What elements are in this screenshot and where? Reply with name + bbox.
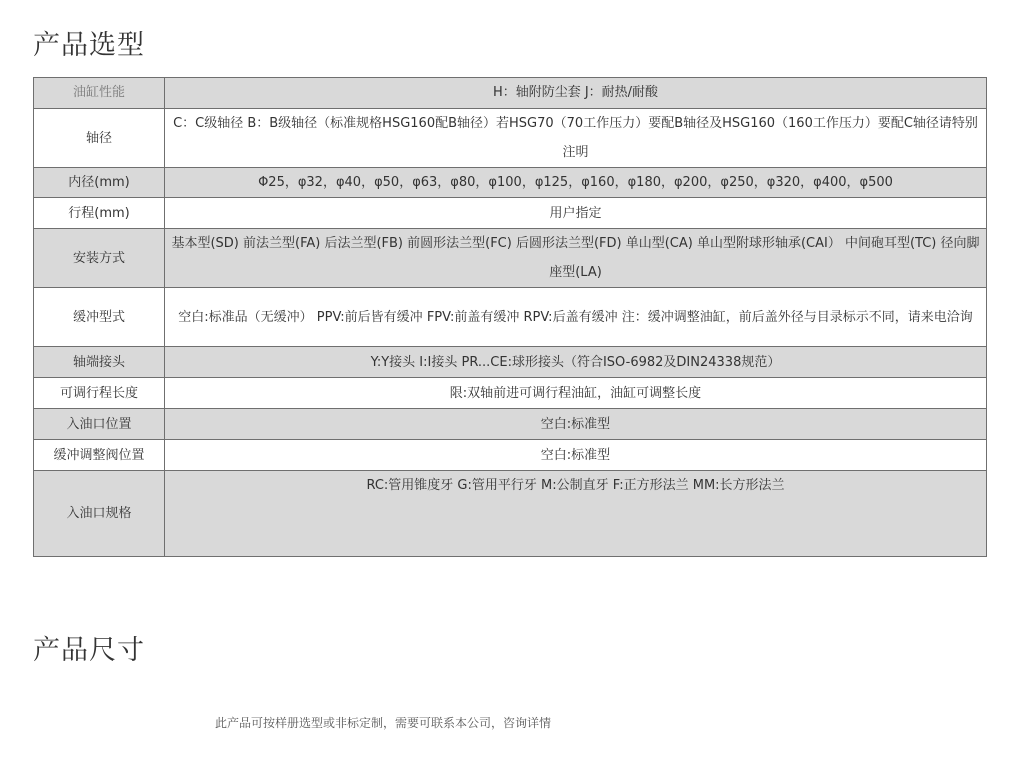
table-row: [34, 288, 987, 347]
row-value: 限:双轴前进可调行程油缸，油缸可调整长度: [165, 378, 987, 409]
row-label: 缓冲型式: [34, 288, 165, 347]
row-label: 可调行程长度: [34, 378, 165, 409]
row-value: 用户指定: [165, 198, 987, 229]
row-value: 空白:标准型: [165, 440, 987, 471]
table-row: [34, 229, 987, 288]
table-row: [34, 198, 987, 229]
row-label: 入油口位置: [34, 409, 165, 440]
row-label: 行程(mm): [34, 198, 165, 229]
table-row: [34, 109, 987, 168]
row-label: 缓冲调整阀位置: [34, 440, 165, 471]
section-title-selection: 产品选型: [33, 30, 145, 61]
row-value: H：轴附防尘套 J：耐热/耐酸: [165, 78, 987, 109]
section-title-dimensions: 产品尺寸: [33, 635, 145, 666]
table-row: [34, 409, 987, 440]
row-value: C：C级轴径 B：B级轴径（标准规格HSG160配B轴径）若HSG70（70工作压力）要配B轴径及HSG160（160工作压力）要配C轴径请特别注明: [165, 109, 987, 168]
row-label: 轴径: [34, 109, 165, 168]
row-value: Y:Y接头 I:I接头 PR...CE:球形接头（符合ISO-6982及DIN24338规范）: [165, 347, 987, 378]
row-value: 空白:标准型: [165, 409, 987, 440]
row-value: RC:管用锥度牙 G:管用平行牙 M:公制直牙 F:正方形法兰 MM:长方形法兰: [165, 471, 987, 557]
row-label: 油缸性能: [34, 78, 165, 109]
row-label: 内径(mm): [34, 168, 165, 198]
row-value: Φ25，φ32，φ40，φ50，φ63，φ80，φ100，φ125，φ160，φ180，φ200，φ250，φ320，φ400，φ500: [165, 168, 987, 198]
table-row: [34, 440, 987, 471]
selection-table: [33, 77, 987, 557]
table-row: [34, 78, 987, 109]
row-label: 入油口规格: [34, 471, 165, 557]
table-row: [34, 347, 987, 378]
row-label: 轴端接头: [34, 347, 165, 378]
customization-note: 此产品可按样册选型或非标定制，需要可联系本公司，咨询详情: [215, 716, 552, 730]
row-value: 基本型(SD) 前法兰型(FA) 后法兰型(FB) 前圆形法兰型(FC) 后圆形法兰型(FD) 单山型(CA) 单山型附球形轴承(CAI） 中间砲耳型(TC) 径向脚座型(LA): [165, 229, 987, 288]
row-label: 安装方式: [34, 229, 165, 288]
row-value: 空白:标准品（无缓冲） PPV:前后皆有缓冲 FPV:前盖有缓冲 RPV:后盖有缓冲 注：缓冲调整油缸，前后盖外径与目录标示不同，请来电洽询: [165, 288, 987, 347]
table-row: [34, 471, 987, 557]
table-row: [34, 378, 987, 409]
table-row: [34, 168, 987, 198]
